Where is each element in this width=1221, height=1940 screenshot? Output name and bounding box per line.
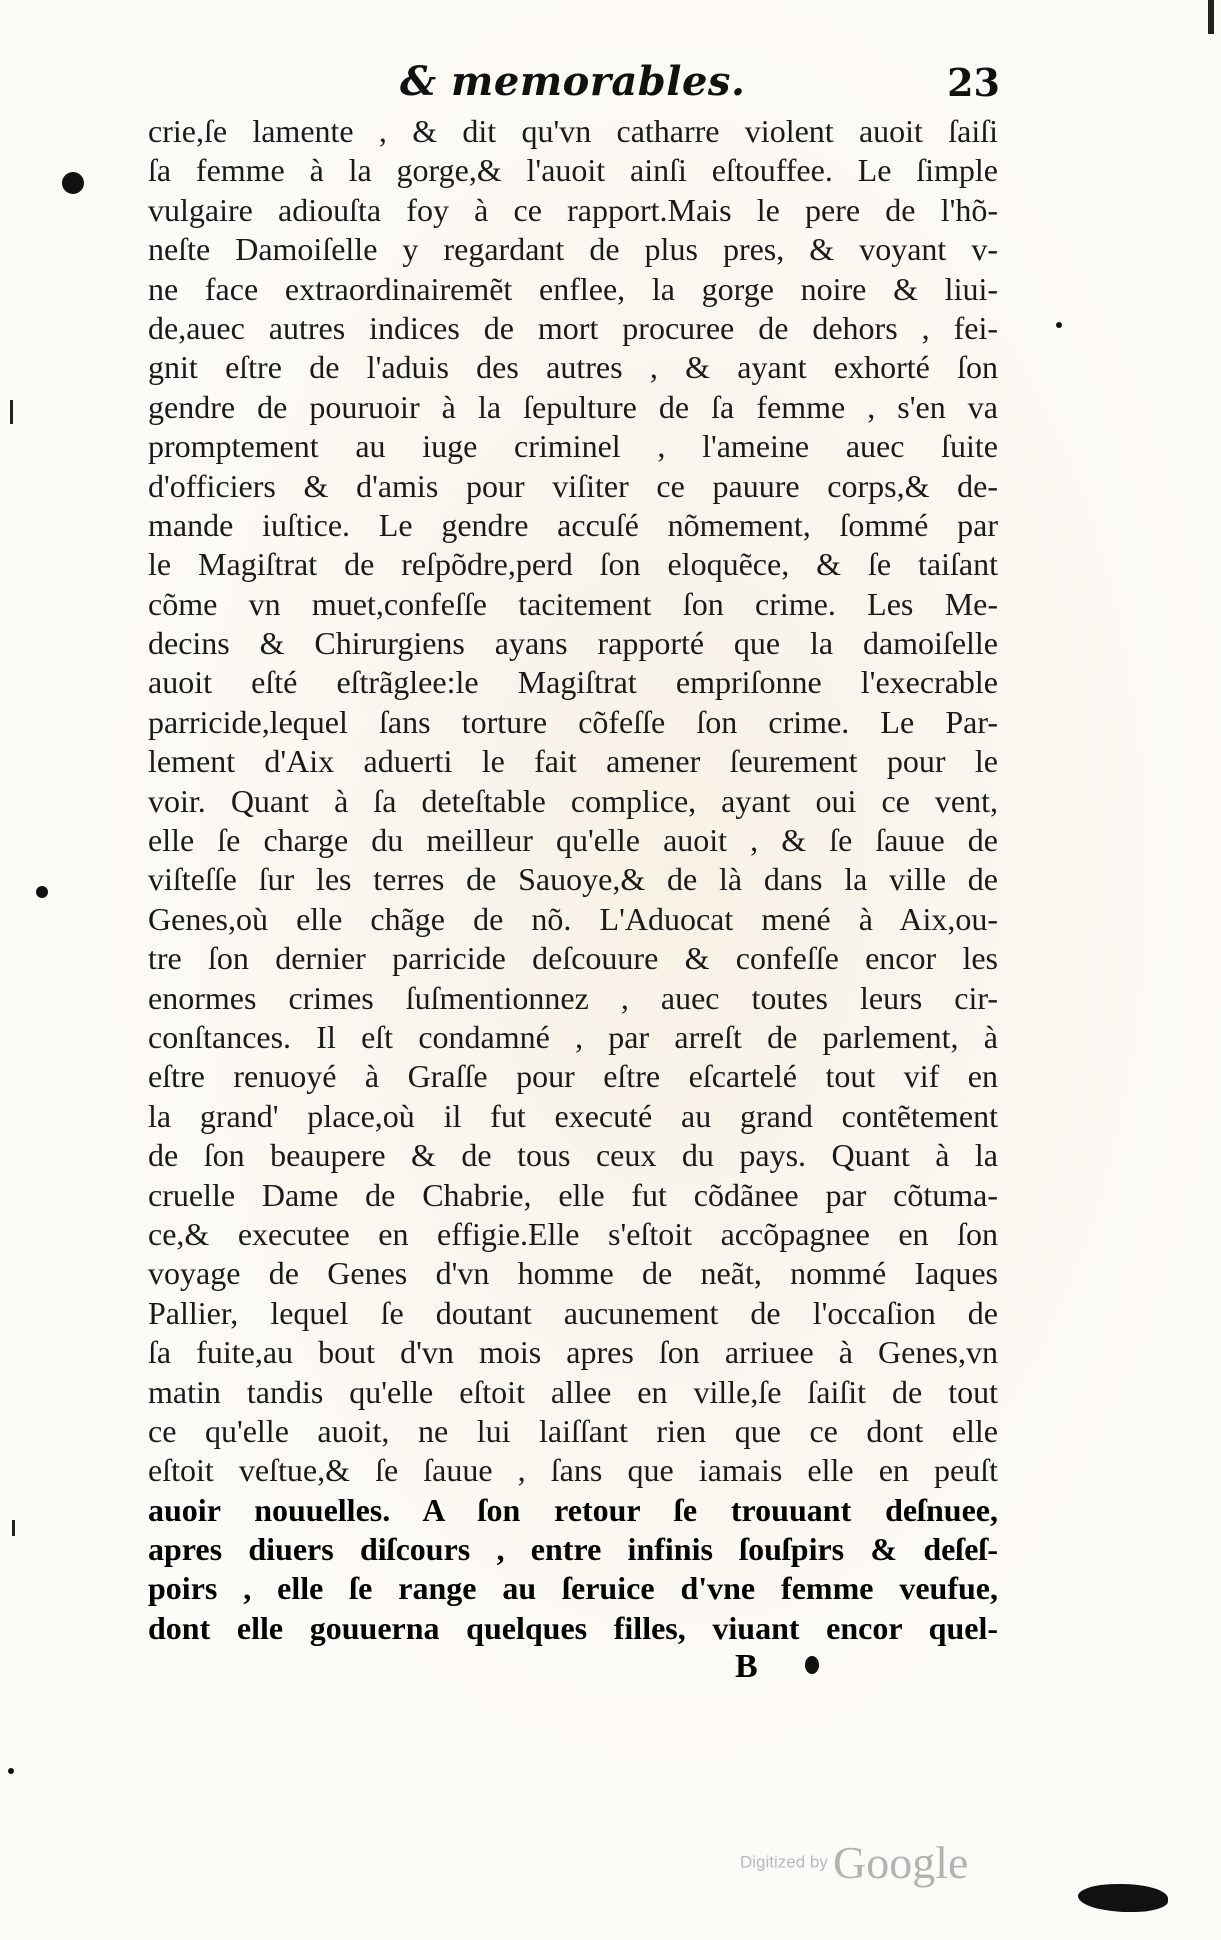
text-line: cruelle Dame de Chabrie, elle fut cõdãnee par cõtuma- [148,1176,998,1213]
text-line: ſa femme à la gorge,& l'auoit ainſi eſtouffee. Le ſimple [148,152,998,189]
ink-blot [805,1656,819,1674]
text-line: d'officiers & d'amis pour viſiter ce pauure corps,& de- [148,467,998,504]
text-line: matin tandis qu'elle eſtoit allee en ville,ſe ſaiſit de tout [148,1373,998,1410]
text-line: ce qu'elle auoit, ne lui laiſſant rien que ce dont elle [148,1412,998,1449]
text-line: vulgaire adiouſta foy à ce rapport.Mais le pere de l'hõ- [148,191,998,228]
ink-blot [8,1768,14,1774]
text-line: de,auec autres indices de mort procuree de dehors , fei- [148,309,998,346]
signature-mark: B [735,1648,758,1685]
text-line: Genes,où elle chãge de nõ. L'Aduocat mené à Aix,ou- [148,900,998,937]
ink-blot [62,172,84,194]
page-edge-mark [10,400,13,424]
text-line: gnit eſtre de l'aduis des autres , & ayant exhorté ſon [148,349,998,386]
text-line: decins & Chirurgiens ayans rapporté que la damoiſelle [148,625,998,662]
text-line: le Magiſtrat de reſpõdre,perd ſon eloquẽce, & ſe taiſant [148,546,998,583]
text-line: promptement au iuge criminel , l'ameine auec ſuite [148,428,998,465]
text-line: Pallier, lequel ſe doutant aucunement de l'occaſion de [148,1294,998,1331]
page-edge-mark [12,1520,15,1536]
text-line: enormes crimes ſuſmentionnez , auec toutes leurs cir- [148,979,998,1016]
text-line: eſtre renuoyé à Graſſe pour eſtre eſcartelé tout vif en [148,1058,998,1095]
watermark-brand: Google [832,1837,969,1888]
text-line: dont elle gouuerna quelques filles, viuant encor quel- [148,1609,998,1646]
watermark-prefix: Digitized by [740,1852,828,1872]
ink-blot [36,886,48,898]
text-line: ce,& executee en effigie.Elle s'eſtoit accõpagnee en ſon [148,1215,998,1252]
text-line: apres diuers diſcours , entre infinis ſouſpirs & deſeſ- [148,1531,998,1568]
text-line: poirs , elle ſe range au ſeruice d'vne femme veufue, [148,1570,998,1607]
page-number: 23 [947,60,1000,105]
text-line: auoir nouuelles. A ſon retour ſe trouuant deſnuee, [148,1491,998,1528]
text-line: lement d'Aix aduerti le fait amener ſeurement pour le [148,743,998,780]
text-line: crie,ſe lamente , & dit qu'vn catharre violent auoit ſaiſi [148,113,998,149]
text-line: parricide,lequel ſans torture cõfeſſe ſon crime. Le Par- [148,703,998,740]
text-line: voyage de Genes d'vn homme de neãt, nommé Iaques [148,1255,998,1292]
text-line: viſteſſe ſur les terres de Sauoye,& de là dans la ville de [148,861,998,898]
ink-blot [1078,1884,1168,1912]
text-line: voir. Quant à ſa deteſtable complice, ayant oui ce vent, [148,782,998,819]
page-edge-mark [1208,0,1214,34]
text-line: cõme vn muet,confeſſe tacitement ſon crime. Les Me- [148,585,998,622]
text-line: mande iuſtice. Le gendre accuſé nõmement, ſommé par [148,506,998,543]
text-line: conſtances. Il eſt condamné , par arreſt de parlement, à [148,1018,998,1055]
text-line: ſa fuite,au bout d'vn mois apres ſon arriuee à Genes,vn [148,1334,998,1371]
text-line: eſtoit veſtue,& ſe ſauue , ſans que iamais elle en peuſt [148,1452,998,1489]
text-line: la grand' place,où il fut executé au grand contẽtement [148,1097,998,1134]
text-line: elle ſe charge du meilleur qu'elle auoit , & ſe ſauue de [148,822,998,859]
text-line: gendre de pouruoir à la ſepulture de ſa femme , s'en va [148,388,998,425]
text-line: ne face extraordinairemẽt enflee, la gorge noire & liui- [148,270,998,307]
text-line: tre ſon dernier parricide deſcouure & confeſſe encor les [148,940,998,977]
text-line: auoit eſté eſtrãglee:le Magiſtrat empriſonne l'execrable [148,664,998,701]
text-line: de ſon beaupere & de tous ceux du pays. Quant à la [148,1137,998,1174]
text-line: neſte Damoiſelle y regardant de plus pres, & voyant v- [148,231,998,268]
body-text [148,112,998,1648]
digitized-watermark [740,1836,968,1889]
ink-blot [1056,322,1062,328]
page-header [140,58,1020,118]
running-head: & memorables. [400,58,746,105]
